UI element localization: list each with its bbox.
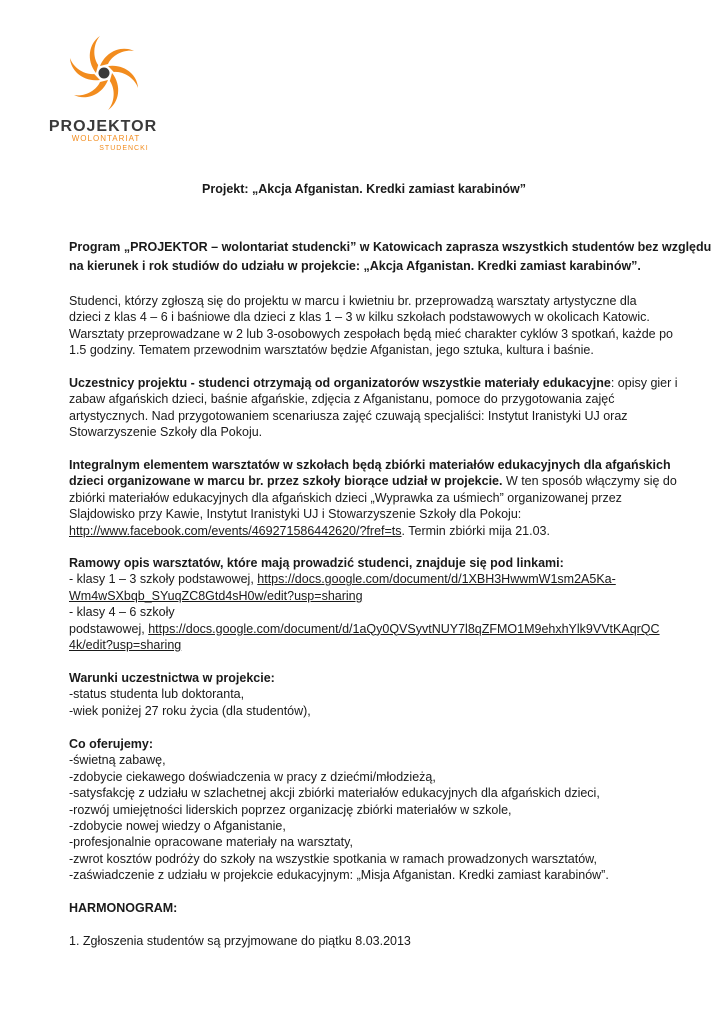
intro-paragraph: Program „PROJEKTOR – wolontariat studencki” w Katowicach zaprasza wszystkich studentów bez względu na kierunek i rok studiów do udziału w projekcie: „Akcja Afganistan. Kredki zamiast karabinów”.: [69, 240, 712, 273]
links-heading: Ramowy opis warsztatów, które mają prowadzić studenci, znajduje się pod linkami:: [69, 556, 564, 570]
grades-1-3-doc-link-cont[interactable]: Wm4wSXbqb_SYuqZC8Gtd4sH0w/edit?usp=sharing: [69, 588, 363, 603]
projektor-logo: [44, 28, 162, 153]
list-item: -zdobycie nowej wiedzy o Afganistanie,: [69, 819, 286, 834]
harmonogram-heading: HARMONOGRAM:: [69, 901, 178, 915]
spiral-mark-icon: [68, 35, 140, 111]
paragraph-materials: Uczestnicy projektu - studenci otrzymają od organizatorów wszystkie materiały edukacyjne: opisy gier i zabaw afgańskich dzieci, baśnie afgańskie, zdjęcia z Afganistanu, pomoce do przygotowania zajęć artystycznych. Nad przygotowaniem scenariusza zajęć czuwają specjaliści: Instytut Iranistyki UJ oraz Stowarzyszenie Szkoły dla Pokoju.: [69, 376, 678, 440]
list-item: -profesjonalnie opracowane materiały na warsztaty,: [69, 835, 353, 850]
list-item: -satysfakcję z udziału w szlachetnej akcji zbiórki materiałów edukacyjnych dla afgańskich dzieci,: [69, 786, 600, 801]
offer-heading: Co oferujemy:: [69, 737, 154, 751]
logo-line-2: WOLONTARIAT: [71, 134, 141, 143]
document-title: Projekt: „Akcja Afganistan. Kredki zamiast karabinów”: [202, 182, 526, 196]
paragraph-workshop-links: Ramowy opis warsztatów, które mają prowadzić studenci, znajduje się pod linkami: - klasy 1 – 3 szkoły podstawowej, https://docs.google.com/document/d/1XBH3HwwmW1sm2A5Ka- Wm4wSXbqb_SYuqZC8Gtd4sH0w/edit?usp=sharing - klasy 4 – 6 szkoły podstawowej, https://docs.google.com/document/d/1aQy0QVSyvtNUY7l8qZFMO1M9ehxhYlk9VVtKAqrQC 4k/edit?usp=sharing: [69, 556, 660, 653]
logo-brand: PROJEKTOR: [48, 118, 158, 135]
conditions-heading: Warunki uczestnictwa w projekcie:: [69, 671, 275, 685]
list-item: -rozwój umiejętności liderskich poprzez organizację zbiórki materiałów w szkole,: [69, 802, 512, 817]
list-item: -zwrot kosztów podróży do szkoły na wszystkie spotkania w ramach prowadzonych warsztatów,: [69, 851, 597, 866]
grades-4-6-doc-link[interactable]: https://docs.google.com/document/d/1aQy0QVSyvtNUY7l8qZFMO1M9ehxhYlk9VVtKAqrQC: [148, 621, 660, 636]
list-item: -zaświadczenie z udziału w projekcie edukacyjnym: „Misja Afganistan. Kredki zamiast karabinów”.: [69, 868, 609, 883]
paragraph-offer: [69, 736, 659, 884]
list-item: -status studenta lub doktoranta,: [69, 687, 245, 702]
harmonogram-item: 1. Zgłoszenia studentów są przyjmowane do piątku 8.03.2013: [69, 934, 411, 948]
list-item: -zdobycie ciekawego doświadczenia w pracy z dziećmi/młodzieżą,: [69, 769, 436, 784]
paragraph-collection: Integralnym elementem warsztatów w szkołach będą zbiórki materiałów edukacyjnych dla afgańskich dzieci organizowane w marcu br. przez szkoły biorące udział w projekcie. W ten sposób włączymy się do zbiórki materiałów edukacyjnych dla afgańskich dzieci „Wyprawka za uśmiech” organizowanej przez Slajdowisko przy Kawie, Instytut Iranistyki UJ i Stowarzyszenie Szkoły dla Pokoju: http://www.facebook.com/events/469271586442620/?fref=ts. Termin zbiórki mija 21.03.: [69, 458, 677, 538]
paragraph-conditions: [69, 670, 659, 719]
grades-1-3-doc-link[interactable]: https://docs.google.com/document/d/1XBH3HwwmW1sm2A5Ka-: [257, 572, 616, 587]
logo-line-3: STUDENCKI: [99, 145, 149, 152]
list-item: -wiek poniżej 27 roku życia (dla studentów),: [69, 703, 311, 718]
list-item: -świetną zabawę,: [69, 753, 166, 768]
facebook-event-link[interactable]: http://www.facebook.com/events/469271586442620/?fref=ts: [69, 523, 402, 538]
paragraph-workshops: Studenci, którzy zgłoszą się do projektu w marcu i kwietniu br. przeprowadzą warsztaty artystyczne dla dzieci z klas 4 – 6 i baśniowe dla dzieci z klas 1 – 3 w kilku szkołach podstawowych w okolicach Katowic. Warsztaty przeprowadzane w 2 lub 3-osobowych zespołach będą mieć charakter cyklów 3 spotkań, każde po 1.5 godziny. Tematem przewodnim warsztatów będzie Afganistan, jego sztuka, kultura i baśnie.: [69, 294, 674, 358]
grades-4-6-doc-link-cont[interactable]: 4k/edit?usp=sharing: [69, 638, 182, 653]
